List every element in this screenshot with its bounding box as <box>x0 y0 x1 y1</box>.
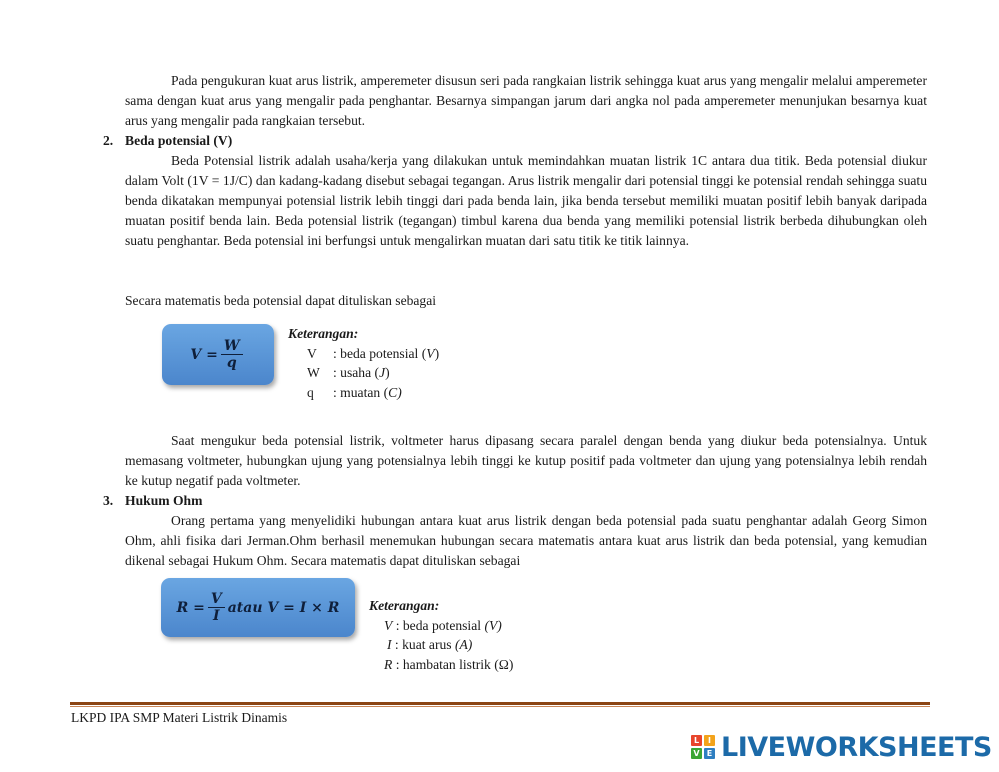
keterangan-symbol: I <box>387 637 392 652</box>
formula-box-hukum-ohm <box>161 578 355 637</box>
keterangan-desc: : hambatan listrik (Ω) <box>392 656 514 672</box>
formula-lhs: V = <box>190 346 218 363</box>
keterangan-row <box>288 383 439 403</box>
logo-letter: L <box>691 735 702 746</box>
formula-lhs: R = <box>176 599 205 616</box>
section-heading-beda-potensial <box>103 131 233 151</box>
keterangan-close: ) <box>434 345 440 361</box>
keterangan-beda-potensial <box>288 324 439 402</box>
keterangan-desc: : muatan ( <box>333 384 389 400</box>
section-title: Beda potensial (V) <box>125 133 233 148</box>
keterangan-symbol: V <box>307 345 317 361</box>
formula-rhs: atau V = I × R <box>227 599 340 616</box>
logo-letter: V <box>691 748 702 759</box>
keterangan-unit: (A) <box>454 637 473 652</box>
section-heading-hukum-ohm <box>103 491 203 511</box>
keterangan-desc: : beda potensial <box>392 617 485 633</box>
keterangan-unit: J <box>379 365 386 380</box>
keterangan-row <box>369 616 513 636</box>
formula-intro-text: Secara matematis beda potensial dapat dituliskan sebagai <box>125 293 437 308</box>
keterangan-symbol: W <box>307 365 320 380</box>
keterangan-symbol: R <box>384 656 393 672</box>
formula-numerator: W <box>221 339 243 355</box>
formula-numerator: V <box>208 592 225 608</box>
section-number: 3. <box>103 493 114 508</box>
section-title: Hukum Ohm <box>125 493 203 508</box>
keterangan-symbol: V <box>384 617 393 633</box>
keterangan-unit: (V) <box>484 617 502 633</box>
logo-icon <box>691 735 715 759</box>
footer-divider-thin <box>70 706 930 707</box>
keterangan-title: Keterangan: <box>369 598 440 613</box>
paragraph-voltmeter: Saat mengukur beda potensial listrik, voltmeter harus dipasang secara paralel dengan benda yang diukur beda potensialnya. Untuk memasang voltmeter, hubungkan ujung yang potensialnya lebih tinggi ke kutup positif pada voltmeter dan ujung yang potensialnya lebih rendah ke kutup negatif pada voltmeter. <box>125 433 927 488</box>
formula-denominator: q <box>226 355 237 371</box>
paragraph-hukum-ohm: Orang pertama yang menyelidiki hubungan antara kuat arus listrik dengan beda potensial pada suatu penghantar adalah Georg Simon Ohm, ahli fisika dari Jerman.Ohm berhasil menemukan hubungan secara matematis antara kuat arus listrik dan beda potensial, yang kemudian dikenal sebagai Hukum Ohm. Secara matematis dapat dituliskan sebagai <box>125 513 927 568</box>
keterangan-symbol: q <box>307 384 314 400</box>
formula-box-beda-potensial <box>162 324 274 385</box>
keterangan-unit: C) <box>388 384 402 400</box>
liveworksheets-logo[interactable] <box>691 732 992 762</box>
section-number: 2. <box>103 133 114 148</box>
paragraph-amperemeter: Pada pengukuran kuat arus listrik, amperemeter disusun seri pada rangkaian listrik sehingga kuat arus yang mengalir melalui amperemeter sama dengan kuat arus yang mengalir pada penghantar. Besarnya simpangan jarum dari angka nol pada amperemeter menunjukan besarnya kuat arus yang mengalir pada rangkaian tersebut. <box>125 73 927 128</box>
logo-text: LIVEWORKSHEETS <box>721 731 992 763</box>
footer-text: LKPD IPA SMP Materi Listrik Dinamis <box>71 710 288 725</box>
keterangan-row <box>369 655 513 675</box>
formula-denominator: I <box>213 608 220 624</box>
keterangan-desc: : kuat arus <box>391 637 455 652</box>
keterangan-desc: : beda potensial ( <box>333 345 427 361</box>
keterangan-row <box>288 363 439 383</box>
footer-divider <box>70 702 930 705</box>
keterangan-title: Keterangan: <box>288 326 359 341</box>
keterangan-row <box>369 635 513 655</box>
paragraph-beda-potensial: Beda Potensial listrik adalah usaha/kerja yang dilakukan untuk memindahkan muatan listrik 1C antara dua titik. Beda potensial diukur dalam Volt (1V = 1J/C) dan kadang-kadang disebut sebagai tegangan. Arus listrik mengalir dari potensial tinggi ke potensial rendah sehingga suatu benda dikatakan mempunyai potensial listrik lebih tinggi dari pada benda lain, jika benda tersebut memiliki muatan positif lebih banyak daripada muatan positif benda lain. Beda potensial listrik (tegangan) timbul karena dua benda yang memiliki potensial listrik berbeda dihubungkan oleh suatu penghantar. Beda potensial ini berfungsi untuk mengalirkan muatan dari satu titik ke titik lainnya. <box>125 153 927 248</box>
formula-fraction <box>208 592 225 623</box>
logo-letter: E <box>704 748 715 759</box>
formula-fraction <box>221 339 243 370</box>
logo-letter: I <box>704 735 715 746</box>
keterangan-unit: V <box>426 345 435 361</box>
keterangan-row <box>288 344 439 364</box>
keterangan-close: ) <box>385 365 390 380</box>
keterangan-desc: : usaha ( <box>333 365 380 380</box>
keterangan-hukum-ohm <box>369 596 513 674</box>
